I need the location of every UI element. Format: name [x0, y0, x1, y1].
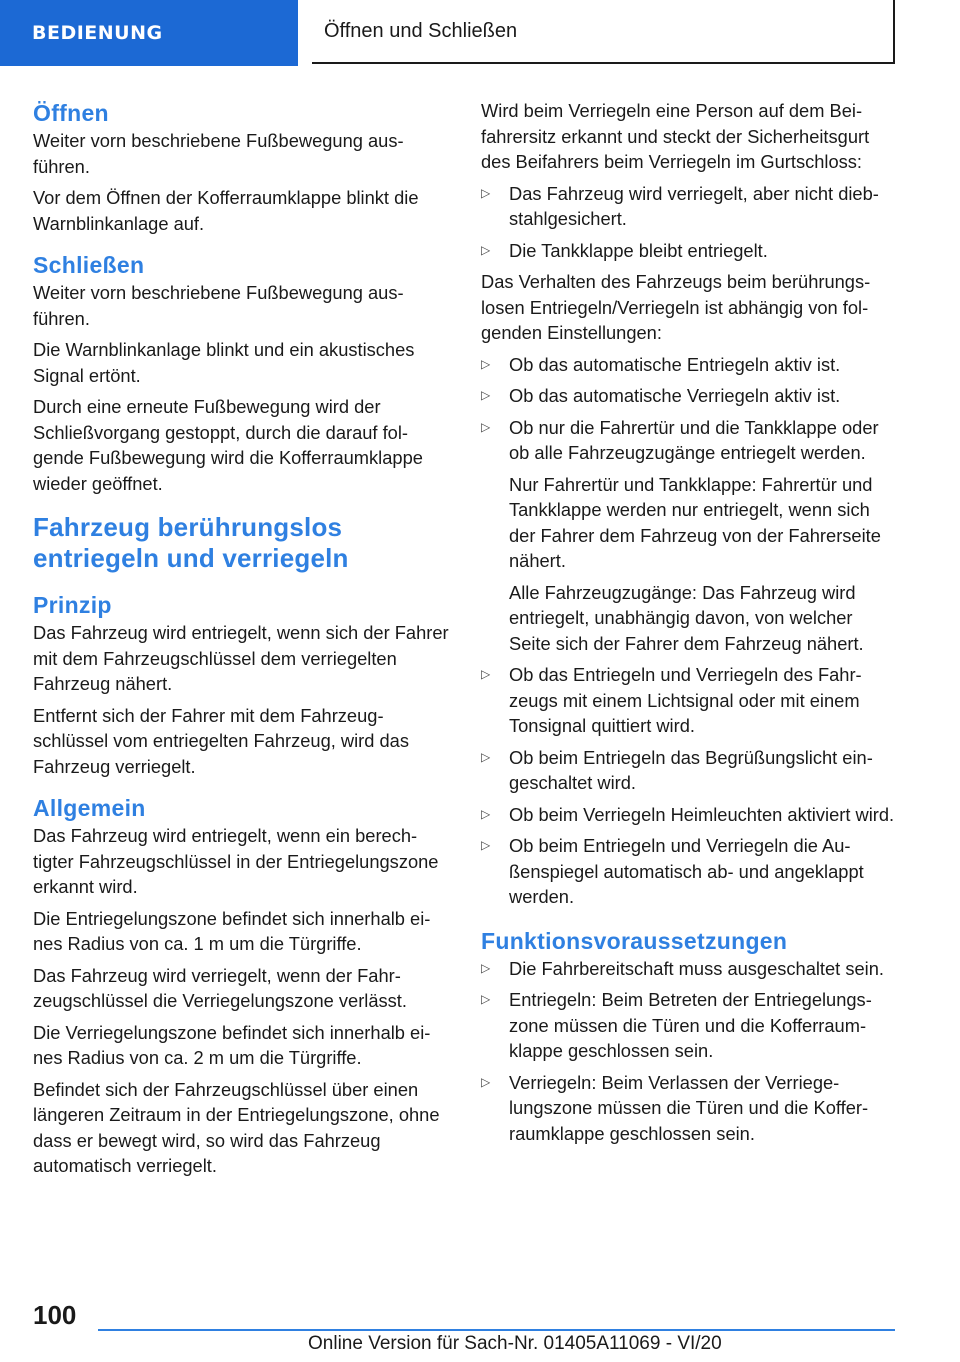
paragraph: Die Warnblinkanlage blinkt und ein akustisches Signal ertönt.: [33, 339, 415, 386]
list-item-text: Die Fahrbereitschaft muss ausgeschaltet sein.: [509, 957, 884, 979]
triangle-bullet-icon: ▷: [481, 1074, 491, 1089]
paragraph: Weiter vorn beschriebene Fußbewegung ausführen.: [33, 282, 404, 329]
list-item-text: Ob beim Verriegeln Heimleuchten aktiviert wird.: [509, 803, 895, 825]
bullet-list: [481, 181, 897, 264]
right-column: [481, 98, 897, 1152]
paragraph: Weiter vorn beschriebene Fußbewegung ausführen.: [33, 130, 404, 177]
section-tab: BEDIENUNG: [0, 0, 298, 66]
heading-allgemein: Allgemein: [33, 795, 146, 821]
heading-prinzip: Prinzip: [33, 592, 112, 618]
list-item: [481, 745, 897, 796]
list-item-text: Ob das automatische Entriegeln aktiv ist.: [509, 353, 841, 375]
chapter-title: Öffnen und Schließen: [312, 0, 895, 64]
heading-main: Fahrzeug berührungslos entriegeln und verriegeln: [33, 512, 349, 573]
list-item-text: Die Tankklappe bleibt entriegelt.: [509, 239, 768, 261]
list-item: [481, 833, 897, 910]
triangle-bullet-icon: ▷: [481, 356, 491, 371]
paragraph: Vor dem Öffnen der Kofferraumklappe blinkt die Warnblinkanlage auf.: [33, 187, 419, 234]
triangle-bullet-icon: ▷: [481, 242, 491, 257]
paragraph: Wird beim Verriegeln eine Person auf dem Beifahrersitz erkannt und steckt der Sicherheitsgurt des Beifahrers beim Verriegeln im Gurtschloss:: [481, 100, 870, 172]
paragraph: Befindet sich der Fahrzeugschlüssel über einen längeren Zeitraum in der Entriegelungszone, ohne dass er bewegt wird, so wird das Fahrzeug automatisch verriegelt.: [33, 1078, 440, 1176]
paragraph: Das Fahrzeug wird entriegelt, wenn sich der Fahrer mit dem Fahrzeugschlüssel dem verriegelten Fahrzeug nähert.: [33, 622, 449, 694]
list-item: [481, 415, 897, 657]
footer-online-version: Online Version für Sach-Nr. 01405A11069 - VI/20: [308, 1333, 722, 1354]
paragraph: Durch eine erneute Fußbewegung wird der Schließvorgang gestoppt, durch die darauf folgende Fußbewegung wird die Kofferraumklappe wieder geöffnet.: [33, 396, 423, 494]
triangle-bullet-icon: ▷: [481, 806, 491, 821]
list-item-text: Ob beim Entriegeln das Begrüßungslicht eingeschaltet wird.: [509, 746, 873, 793]
bullet-list: [481, 956, 897, 1147]
sub-paragraph: Alle Fahrzeugzugänge: Das Fahrzeug wird entriegelt, unabhängig davon, von welcher Seite sich der Fahrer dem Fahrzeug nähert.: [509, 581, 864, 654]
list-item-text: Ob das automatische Verriegeln aktiv ist.: [509, 385, 841, 406]
list-item: [481, 802, 897, 828]
triangle-bullet-icon: ▷: [481, 992, 491, 1006]
triangle-bullet-icon: ▷: [481, 838, 491, 852]
list-item: [481, 238, 897, 264]
paragraph: Die Verriegelungszone befindet sich innerhalb eines Radius von ca. 2 m um die Türgriffe.: [33, 1021, 431, 1068]
list-item: [481, 383, 897, 409]
triangle-bullet-icon: ▷: [481, 749, 491, 764]
paragraph: Das Fahrzeug wird verriegelt, wenn der Fahrzeugschlüssel die Verriegelungszone verlässt.: [33, 964, 407, 1011]
triangle-bullet-icon: ▷: [481, 419, 491, 434]
bullet-list: [481, 352, 897, 910]
triangle-bullet-icon: ▷: [481, 185, 491, 200]
triangle-bullet-icon: ▷: [481, 960, 491, 975]
paragraph: Die Entriegelungszone befindet sich innerhalb eines Radius von ca. 1 m um die Türgriffe.: [33, 907, 431, 954]
triangle-bullet-icon: ▷: [481, 667, 491, 681]
paragraph: Entfernt sich der Fahrer mit dem Fahrzeugschlüssel vom entriegelten Fahrzeug, wird das Fahrzeug verriegelt.: [33, 704, 409, 777]
list-item: [481, 352, 897, 378]
sub-paragraph: Nur Fahrertür und Tankklappe: Fahrertür und Tankklappe werden nur entriegelt, wenn sich der Fahrer dem Fahrzeug von der Fahrerseite nähert.: [509, 473, 881, 571]
list-item-text: Ob nur die Fahrertür und die Tankklappe oder ob alle Fahrzeugzugänge entriegelt werden.: [509, 416, 879, 463]
list-item: [481, 1070, 897, 1147]
list-item: [481, 662, 897, 739]
heading-oeffnen: Öffnen: [33, 100, 109, 126]
list-item: [481, 987, 897, 1064]
left-column: [33, 98, 449, 1185]
list-item: [481, 956, 897, 982]
paragraph: Das Verhalten des Fahrzeugs beim berührungslosen Entriegeln/Verriegeln ist abhängig von folgenden Einstellungen:: [481, 271, 871, 343]
heading-schliessen: Schließen: [33, 252, 145, 278]
list-item-text: Das Fahrzeug wird verriegelt, aber nicht diebstahlgesichert.: [509, 182, 879, 229]
page-header: [0, 0, 960, 66]
page-number: 100: [33, 1300, 77, 1330]
list-item-text: Ob das Entriegeln und Verriegeln des Fahrzeugs mit einem Lichtsignal oder mit einem Tonsignal quittiert wird.: [509, 664, 862, 736]
list-item: [481, 181, 897, 232]
paragraph: Das Fahrzeug wird entriegelt, wenn ein berechtigter Fahrzeugschlüssel in der Entriegelungszone erkannt wird.: [33, 825, 439, 897]
triangle-bullet-icon: ▷: [481, 388, 491, 402]
heading-funktionsvoraussetzungen: Funktionsvoraussetzungen: [481, 927, 788, 954]
footer-divider: [98, 1329, 895, 1331]
list-item-text: Ob beim Entriegeln und Verriegeln die Außenspiegel automatisch ab- und angeklappt werden.: [509, 835, 864, 907]
list-item-text: Verriegeln: Beim Verlassen der Verriegelungszone müssen die Türen und die Kofferraumklappe geschlossen sein.: [509, 1071, 869, 1144]
list-item-text: Entriegeln: Beim Betreten der Entriegelungszone müssen die Türen und die Kofferraumklappe geschlossen sein.: [509, 989, 872, 1061]
